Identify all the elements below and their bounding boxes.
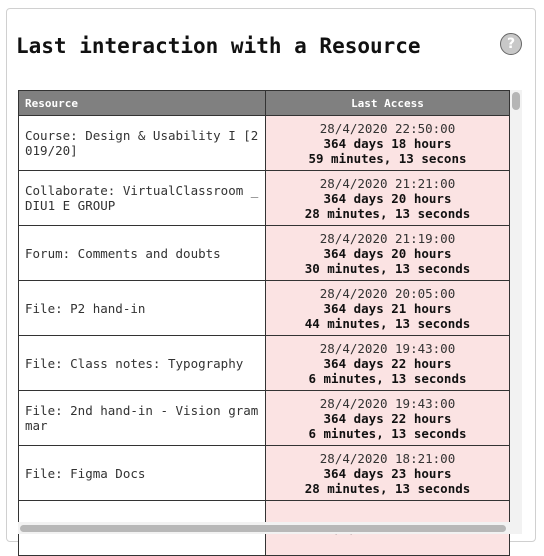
- last-access-cell: [266, 171, 510, 226]
- table-row[interactable]: [19, 446, 510, 501]
- elapsed-minutes-seconds: 30 minutes, 13 seconds: [304, 260, 471, 276]
- access-date: 28/4/2020 20:05:00: [319, 285, 456, 301]
- table-body: [19, 116, 510, 556]
- resource-cell: Forum: Comments and doubts: [19, 226, 266, 281]
- access-date: 28/4/2020 19:43:00: [319, 395, 456, 411]
- table-row[interactable]: [19, 281, 510, 336]
- access-date: 28/4/2020 21:19:00: [319, 230, 456, 246]
- horizontal-scrollbar[interactable]: [18, 522, 522, 534]
- last-access-cell: [266, 391, 510, 446]
- column-header-resource[interactable]: Resource: [19, 91, 266, 116]
- elapsed-days-hours: 364 days 20 hours: [323, 245, 452, 261]
- table-row[interactable]: [19, 226, 510, 281]
- access-date: 28/4/2020 18:21:00: [319, 450, 456, 466]
- elapsed-days-hours: 364 days 22 hours: [323, 410, 452, 426]
- vertical-scrollbar-thumb[interactable]: [512, 92, 520, 110]
- table-row[interactable]: [19, 171, 510, 226]
- elapsed-minutes-seconds: 6 minutes, 13 seconds: [308, 370, 467, 386]
- elapsed-minutes-seconds: 44 minutes, 13 seconds: [304, 315, 471, 331]
- resource-cell: Course: Design & Usability I [2019/20]: [19, 116, 266, 171]
- table-row[interactable]: [19, 391, 510, 446]
- last-access-cell: [266, 446, 510, 501]
- table-row[interactable]: [19, 336, 510, 391]
- elapsed-days-hours: 364 days 21 hours: [323, 300, 452, 316]
- last-access-cell: [266, 226, 510, 281]
- elapsed-days-hours: 364 days 23 hours: [323, 465, 452, 481]
- column-header-last-access[interactable]: Last Access: [266, 91, 510, 116]
- elapsed-days-hours: 364 days 18 hours: [323, 135, 452, 151]
- resource-cell: File: Class notes: Typography: [19, 336, 266, 391]
- access-date: 28/4/2020 19:43:00: [319, 340, 456, 356]
- access-table: [18, 90, 510, 556]
- table-header-row: [19, 91, 510, 116]
- last-access-cell: [266, 336, 510, 391]
- vertical-scrollbar[interactable]: [510, 90, 522, 522]
- help-icon[interactable]: ?: [500, 33, 522, 55]
- elapsed-days-hours: 364 days 22 hours: [323, 355, 452, 371]
- elapsed-minutes-seconds: 28 minutes, 13 seconds: [304, 205, 471, 221]
- title-row: [16, 34, 528, 74]
- access-table-container: [18, 90, 510, 522]
- access-date: 28/4/2020 21:21:00: [319, 175, 456, 191]
- last-access-cell: [266, 116, 510, 171]
- resource-cell: File: Figma Docs: [19, 446, 266, 501]
- horizontal-scrollbar-thumb[interactable]: [20, 525, 506, 532]
- elapsed-minutes-seconds: 28 minutes, 13 seconds: [304, 480, 471, 496]
- last-access-cell: [266, 281, 510, 336]
- elapsed-minutes-seconds: 6 minutes, 13 seconds: [308, 425, 467, 441]
- widget-title: Last interaction with a Resource: [16, 34, 421, 58]
- resource-cell: File: 2nd hand-in - Vision grammar: [19, 391, 266, 446]
- elapsed-minutes-seconds: 59 minutes, 13 secons: [308, 150, 467, 166]
- resource-cell: Collaborate: VirtualClassroom _DIU1 E GROUP: [19, 171, 266, 226]
- access-date: 28/4/2020 22:50:00: [319, 120, 456, 136]
- elapsed-days-hours: 364 days 20 hours: [323, 190, 452, 206]
- resource-cell: File: P2 hand-in: [19, 281, 266, 336]
- table-row[interactable]: [19, 116, 510, 171]
